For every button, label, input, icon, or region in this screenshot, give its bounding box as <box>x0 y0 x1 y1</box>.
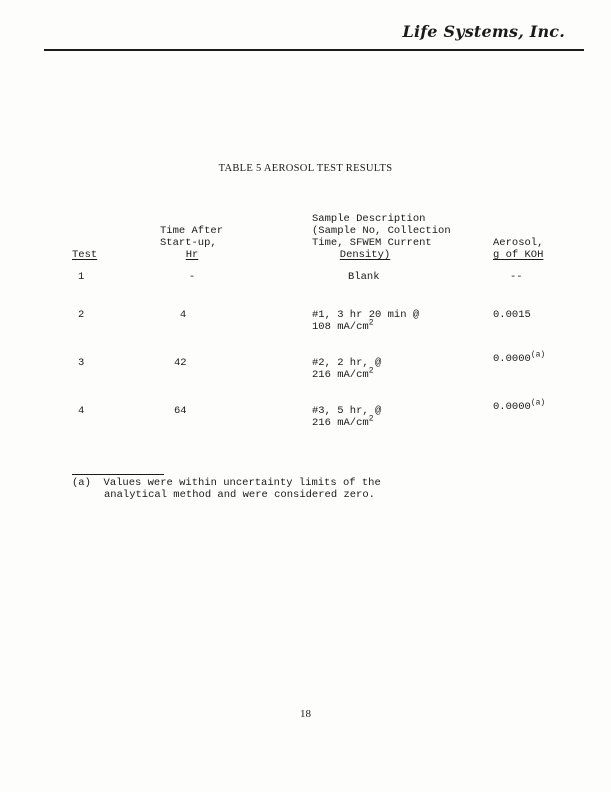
row-3-aerosol <box>493 350 546 365</box>
row-2-sample-superscript: 2 <box>368 318 374 328</box>
row-3-aerosol-value: 0.0000 <box>493 353 531 365</box>
column-header-time <box>160 225 224 261</box>
company-name: Life Systems, Inc. <box>402 22 565 41</box>
column-header-aerosol-line: g of KOH <box>493 249 544 261</box>
row-4-test: 4 <box>78 405 85 417</box>
row-4-sample-line1: #3, 5 hr, @ <box>312 405 382 417</box>
row-3-aerosol-note: (a) <box>530 350 546 360</box>
row-4-sample-line2: 216 mA/cm <box>312 417 369 429</box>
column-header-test <box>72 249 97 261</box>
row-3-sample <box>312 357 381 381</box>
table-title: TABLE 5 AEROSOL TEST RESULTS <box>218 163 393 174</box>
row-3-sample-superscript: 2 <box>368 366 374 376</box>
footnote-line1: Values were within uncertainty limits of the <box>103 477 381 489</box>
row-3-time: 42 <box>174 357 187 369</box>
page-number: 18 <box>300 708 311 720</box>
footnote <box>72 477 381 501</box>
row-2-sample-line2: 108 mA/cm <box>312 321 369 333</box>
row-4-sample-superscript: 2 <box>368 414 374 424</box>
column-header-sample-line: Sample Description <box>312 213 426 225</box>
column-header-aerosol-line: Aerosol, <box>493 237 544 249</box>
row-3-sample-line1: #2, 2 hr, @ <box>312 357 382 369</box>
column-header-sample-line: Density) <box>339 249 391 261</box>
row-2-aerosol: 0.0015 <box>493 309 531 321</box>
row-1-time: - <box>188 271 196 283</box>
column-header-sample <box>312 213 451 261</box>
row-4-aerosol-value: 0.0000 <box>493 401 531 413</box>
column-header-time-line: Time After <box>160 225 224 237</box>
row-1-sample: Blank <box>348 271 380 283</box>
header-rule <box>44 49 584 51</box>
row-2-sample-line1: #1, 3 hr 20 min @ <box>312 309 420 321</box>
row-2-test: 2 <box>78 309 85 321</box>
column-header-time-line: Hr <box>185 249 199 261</box>
column-header-test-line: Test <box>72 249 98 261</box>
column-header-aerosol <box>493 237 543 261</box>
row-3-sample-line2: 216 mA/cm <box>312 369 369 381</box>
footnote-marker: (a) <box>72 477 91 489</box>
row-4-time: 64 <box>174 405 187 417</box>
row-2-time: 4 <box>179 309 187 321</box>
column-header-time-line: Start-up, <box>160 237 217 249</box>
footnote-line2: analytical method and were considered zero. <box>104 489 375 501</box>
row-1-aerosol: -- <box>510 271 523 283</box>
footnote-rule <box>72 474 164 475</box>
row-1-test: 1 <box>78 271 85 283</box>
column-header-sample-line: Time, SFWEM Current <box>312 237 432 249</box>
row-4-sample <box>312 405 381 429</box>
row-2-sample <box>312 309 419 333</box>
column-header-sample-line: (Sample No, Collection <box>312 225 451 237</box>
row-3-test: 3 <box>78 357 85 369</box>
row-4-aerosol <box>493 398 546 413</box>
row-4-aerosol-note: (a) <box>530 398 546 408</box>
